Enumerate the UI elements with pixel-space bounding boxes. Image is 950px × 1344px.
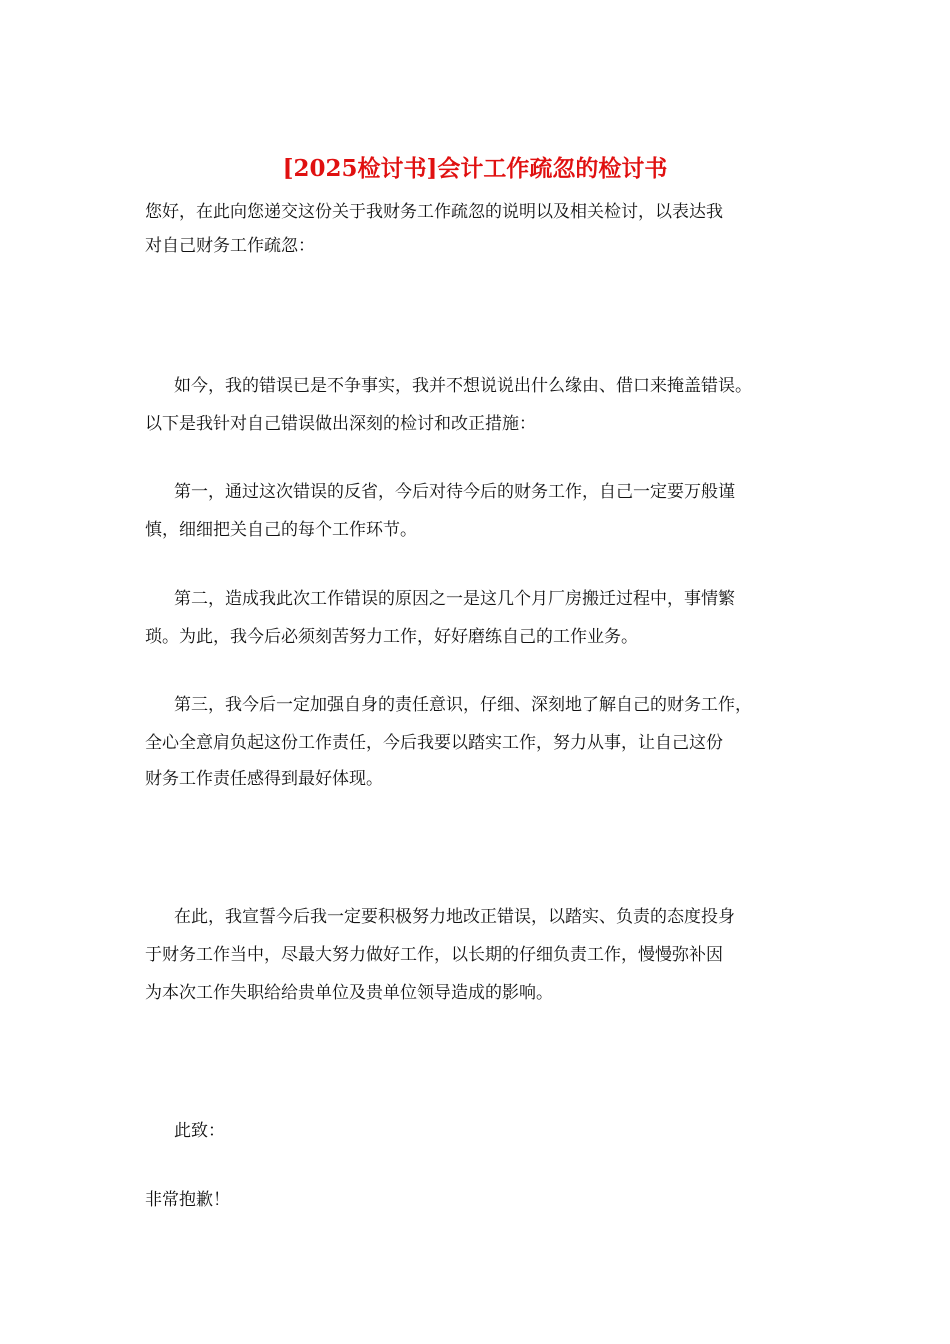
paragraph-3-line-2: 琐。为此，我今后必须刻苦努力工作，好好磨练自己的工作业务。 (145, 627, 638, 647)
paragraph-4-line-3: 财务工作责任感得到最好体现。 (145, 769, 383, 789)
paragraph-5-line-3: 为本次工作失职给给贵单位及贵单位领导造成的影响。 (145, 983, 553, 1003)
paragraph-1-line-1: 如今，我的错误已是不争事实，我并不想说说出什么缘由、借口来掩盖错误。 (174, 376, 752, 396)
paragraph-4-line-2: 全心全意肩负起这份工作责任，今后我要以踏实工作，努力从事，让自己这份 (145, 733, 723, 753)
paragraph-2-line-1: 第一，通过这次错误的反省，今后对待今后的财务工作，自己一定要万般谨 (174, 482, 735, 502)
document-title: [2025检讨书]会计工作疏忽的检讨书 (282, 155, 668, 182)
paragraph-2-line-2: 慎，细细把关自己的每个工作环节。 (145, 520, 417, 540)
intro-line-1: 您好，在此向您递交这份关于我财务工作疏忽的说明以及相关检讨，以表达我 (145, 202, 723, 222)
paragraph-5-line-1: 在此，我宣誓今后我一定要积极努力地改正错误，以踏实、负责的态度投身 (174, 907, 735, 927)
paragraph-5-line-2: 于财务工作当中，尽最大努力做好工作，以长期的仔细负责工作，慢慢弥补因 (145, 945, 723, 965)
apology-line: 非常抱歉！ (145, 1190, 230, 1210)
paragraph-4-line-1: 第三，我今后一定加强自身的责任意识，仔细、深刻地了解自己的财务工作， (174, 695, 752, 715)
paragraph-1-line-2: 以下是我针对自己错误做出深刻的检讨和改正措施： (145, 414, 536, 434)
closing-salutation: 此致： (174, 1121, 225, 1141)
paragraph-3-line-1: 第二，造成我此次工作错误的原因之一是这几个月厂房搬迁过程中，事情繁 (174, 589, 735, 609)
intro-line-2: 对自己财务工作疏忽： (145, 236, 315, 256)
